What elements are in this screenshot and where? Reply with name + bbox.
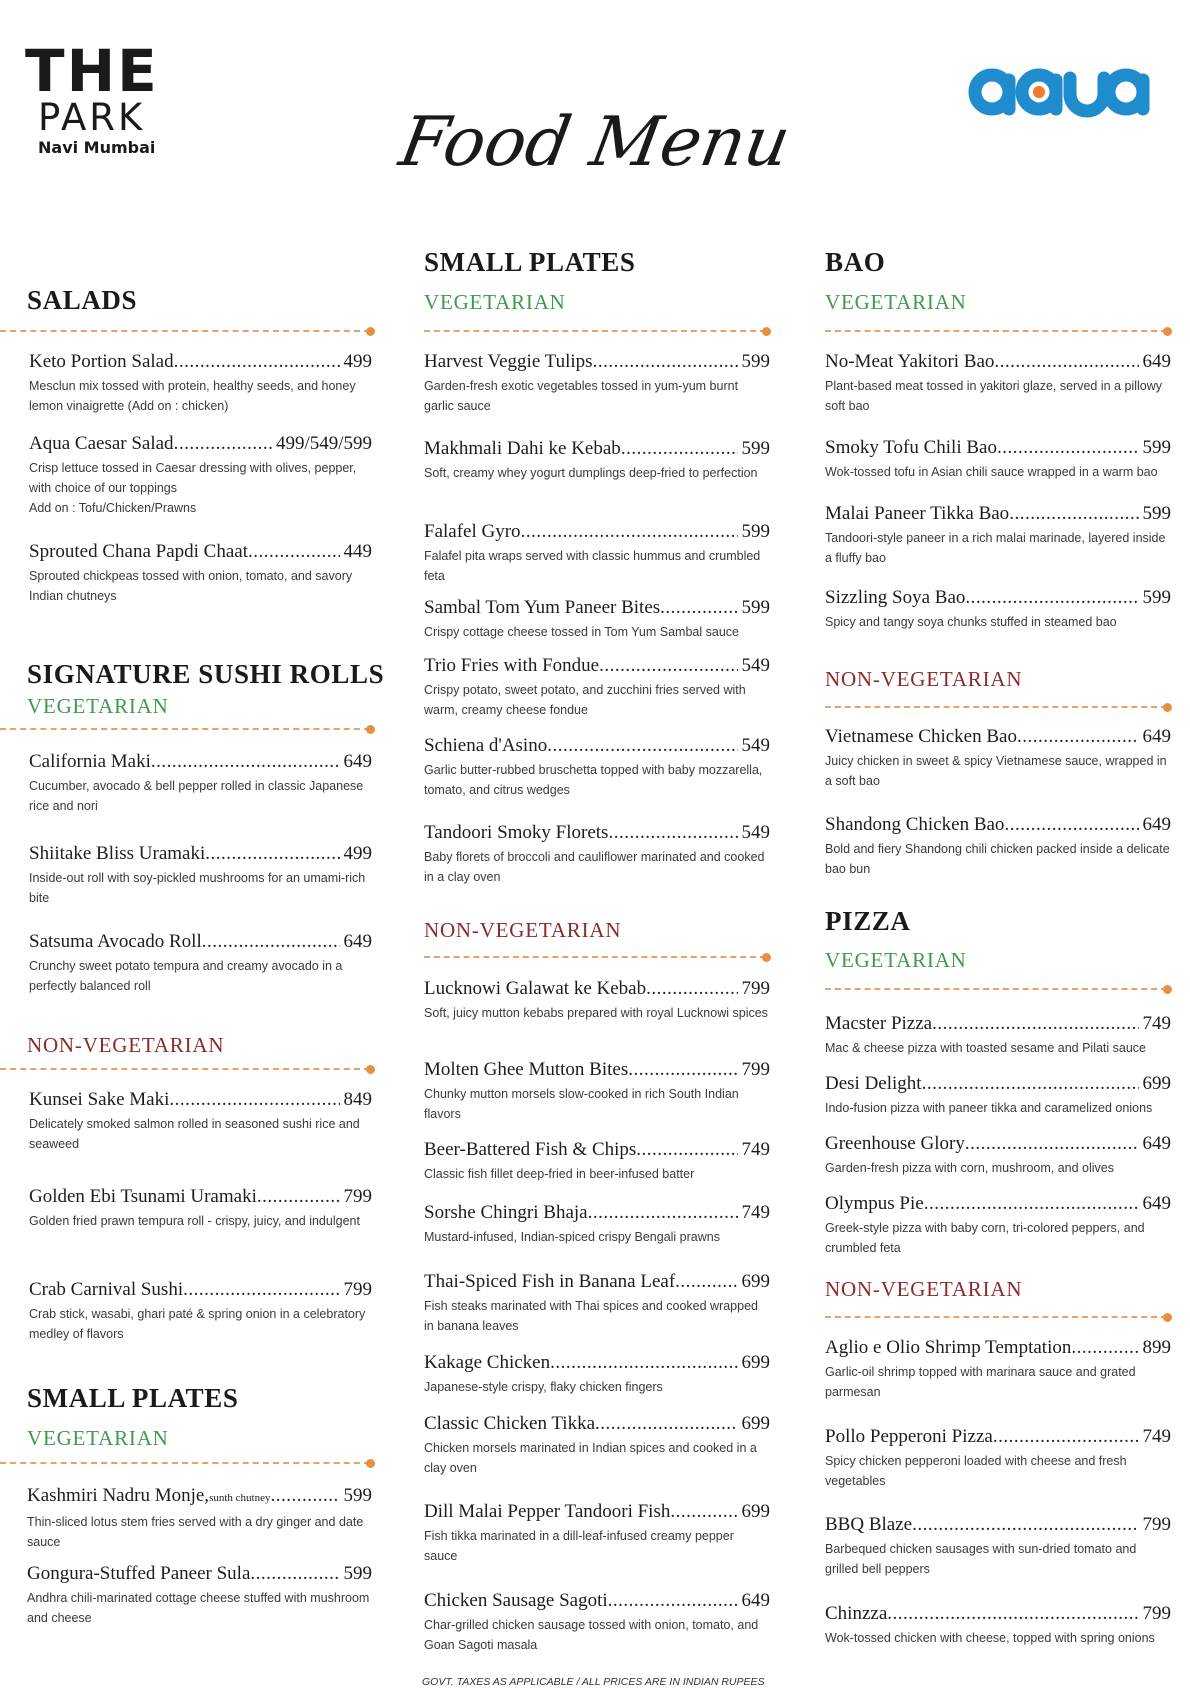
item-name: Sorshe Chingri Bhaja (424, 1202, 588, 1223)
item-price: 699 (741, 1501, 770, 1522)
item-name: Kunsei Sake Maki (29, 1089, 170, 1110)
item-name: Vietnamese Chicken Bao (825, 726, 1017, 747)
item-note: sunth chutney (209, 1492, 271, 1504)
dot-leader (595, 1412, 737, 1436)
subhead-non-vegetarian: NON-VEGETARIAN (424, 918, 622, 942)
subhead-vegetarian: VEGETARIAN (27, 1426, 169, 1450)
item-description: Char-grilled chicken sausage tossed with onion, tomato, and Goan Sagoti masala (424, 1618, 759, 1652)
item-price: 749 (1142, 1013, 1171, 1034)
menu-item (424, 1351, 770, 1397)
item-price: 499/549/599 (275, 433, 372, 454)
item-name: Olympus Pie (825, 1193, 924, 1214)
dot-leader (1017, 725, 1139, 749)
dot-leader (202, 930, 340, 954)
item-price: 649 (1142, 351, 1171, 372)
item-description: Mac & cheese pizza with toasted sesame and Pilati sauce (825, 1041, 1147, 1055)
dot-leader (521, 520, 738, 544)
item-price: 649 (343, 931, 372, 952)
dot-leader (174, 432, 272, 456)
item-price: 499 (343, 843, 372, 864)
menu-item (825, 1336, 1171, 1402)
item-name: Desi Delight (825, 1073, 922, 1094)
item-description: Cucumber, avocado & bell pepper rolled in classic Japanese rice and nori (29, 779, 364, 813)
dot-leader (183, 1278, 339, 1302)
dot-leader (1009, 502, 1138, 526)
item-description: Fish steaks marinated with Thai spices and cooked wrapped in banana leaves (424, 1299, 758, 1333)
dot-leader (993, 1425, 1139, 1449)
item-description: Japanese-style crispy, flaky chicken fingers (424, 1380, 663, 1394)
item-price: 549 (741, 735, 770, 756)
page-title: Food Menu (394, 103, 796, 182)
item-description: Mustard-infused, Indian-spiced crispy Bengali prawns (424, 1230, 720, 1244)
dot-leader (151, 750, 340, 774)
dot-leader (547, 734, 737, 758)
aqua-logo (968, 56, 1153, 128)
item-name: Pollo Pepperoni Pizza (825, 1426, 993, 1447)
menu-item (825, 1513, 1171, 1579)
item-description: Crab stick, wasabi, ghari paté & spring onion in a celebratory medley of flavors (29, 1307, 366, 1341)
dot-leader (675, 1270, 737, 1294)
subhead-vegetarian: VEGETARIAN (424, 290, 566, 314)
section-title-sushi: SIGNATURE SUSHI ROLLS (27, 659, 385, 689)
dot-leader (621, 437, 738, 461)
divider (825, 1316, 1167, 1318)
menu-item (424, 1138, 770, 1184)
menu-item (29, 930, 372, 996)
item-price: 649 (1142, 1193, 1171, 1214)
menu-item (424, 596, 770, 642)
item-description: Crispy cottage cheese tossed in Tom Yum Sambal sauce (424, 625, 739, 639)
item-price: 799 (343, 1186, 372, 1207)
menu-item (424, 1270, 770, 1336)
dot-leader (205, 842, 339, 866)
divider (424, 956, 766, 958)
dot-leader (924, 1192, 1139, 1216)
item-description: Delicately smoked salmon rolled in seasoned sushi rice and seaweed (29, 1117, 360, 1151)
item-description: Spicy chicken pepperoni loaded with cheese and fresh vegetables (825, 1454, 1127, 1488)
divider (0, 1068, 370, 1070)
item-name: Schiena d'Asino (424, 735, 548, 756)
dot-leader (593, 350, 738, 374)
menu-item (825, 725, 1171, 791)
item-price: 649 (741, 1590, 770, 1611)
section-title-small-plates: SMALL PLATES (27, 1383, 239, 1413)
menu-item (825, 1132, 1171, 1178)
item-price: 599 (741, 521, 770, 542)
item-description: Tandoori-style paneer in a rich malai marinade, layered inside a fluffy bao (825, 531, 1166, 565)
logo-the: THE (25, 37, 159, 105)
menu-item (825, 350, 1171, 416)
item-price: 749 (1142, 1426, 1171, 1447)
item-description: Garlic-oil shrimp topped with marinara sauce and grated parmesan (825, 1365, 1136, 1399)
item-name: California Maki (29, 751, 151, 772)
dot-leader (660, 596, 737, 620)
dot-leader (646, 977, 737, 1001)
item-price: 599 (343, 1563, 372, 1584)
item-name: Beer-Battered Fish & Chips (424, 1139, 637, 1160)
item-description: Barbequed chicken sausages with sun-dried tomato and grilled bell peppers (825, 1542, 1137, 1576)
item-price: 699 (741, 1271, 770, 1292)
item-name: Kakage Chicken (424, 1352, 551, 1373)
item-description: Crunchy sweet potato tempura and creamy avocado in a perfectly balanced roll (29, 959, 343, 993)
section-title-salads: SALADS (27, 285, 138, 315)
dot-leader (636, 1138, 737, 1162)
item-description: Wok-tossed tofu in Asian chili sauce wrapped in a warm bao (825, 465, 1158, 479)
subhead-non-vegetarian: NON-VEGETARIAN (825, 667, 1023, 691)
item-price: 649 (1142, 726, 1171, 747)
item-description: Soft, creamy whey yogurt dumplings deep-fried to perfection (424, 466, 758, 480)
item-name: No-Meat Yakitori Bao (825, 351, 995, 372)
item-description: Fish tikka marinated in a dill-leaf-infused creamy pepper sauce (424, 1529, 734, 1563)
dot-leader (550, 1351, 737, 1375)
menu-item (29, 1278, 372, 1344)
logo-park: PARK (38, 96, 146, 139)
item-addon: Add on : Tofu/Chicken/Prawns (29, 501, 197, 515)
item-name: Crab Carnival Sushi (29, 1279, 184, 1300)
item-description: Crisp lettuce tossed in Caesar dressing with olives, pepper, with choice of our toppings (29, 461, 357, 495)
item-description: Soft, juicy mutton kebabs prepared with royal Lucknowi spices (424, 1006, 768, 1020)
menu-item (424, 350, 770, 416)
menu-item (825, 436, 1171, 482)
item-description: Bold and fiery Shandong chili chicken packed inside a delicate bao bun (825, 842, 1170, 876)
item-price: 799 (741, 978, 770, 999)
item-description: Wok-tossed chicken with cheese, topped with spring onions (825, 1631, 1155, 1645)
item-description: Indo-fusion pizza with paneer tikka and caramelized onions (825, 1101, 1153, 1115)
item-price: 799 (1142, 1603, 1171, 1624)
dot-leader (628, 1058, 737, 1082)
item-price: 749 (741, 1202, 770, 1223)
dot-leader (608, 1589, 738, 1613)
item-name: Makhmali Dahi ke Kebab (424, 438, 621, 459)
menu-item (424, 520, 770, 586)
item-name: Sizzling Soya Bao (825, 587, 966, 608)
item-name: Gongura-Stuffed Paneer Sula (27, 1563, 251, 1584)
subhead-non-vegetarian: NON-VEGETARIAN (825, 1277, 1023, 1301)
item-price: 699 (1142, 1073, 1171, 1094)
dot-leader (1004, 813, 1138, 837)
item-description: Thin-sliced lotus stem fries served with a dry ginger and date sauce (27, 1515, 364, 1549)
menu-item (29, 842, 372, 908)
item-name: Dill Malai Pepper Tandoori Fish (424, 1501, 671, 1522)
item-description: Sprouted chickpeas tossed with onion, tomato, and savory Indian chutneys (29, 569, 353, 603)
item-name: Malai Paneer Tikka Bao (825, 503, 1010, 524)
item-description: Juicy chicken in sweet & spicy Vietnamese sauce, wrapped in a soft bao (825, 754, 1167, 788)
dot-leader (599, 654, 737, 678)
menu-item (424, 1412, 770, 1478)
section-title-bao: BAO (825, 247, 886, 277)
item-name: Falafel Gyro (424, 521, 521, 542)
dot-leader (994, 350, 1138, 374)
item-price: 599 (741, 597, 770, 618)
menu-item (825, 1012, 1171, 1058)
dot-leader (912, 1513, 1138, 1537)
section-title-pizza: PIZZA (825, 906, 911, 936)
menu-item (825, 1192, 1171, 1258)
item-name: BBQ Blaze (825, 1514, 913, 1535)
menu-item (825, 1425, 1171, 1491)
menu-item (27, 1484, 372, 1552)
item-price: 599 (741, 438, 770, 459)
item-name: Golden Ebi Tsunami Uramaki (29, 1186, 257, 1207)
item-name: Chicken Sausage Sagoti (424, 1590, 608, 1611)
item-description: Chicken morsels marinated in Indian spices and cooked in a clay oven (424, 1441, 757, 1475)
item-description: Baby florets of broccoli and cauliflower marinated and cooked in a clay oven (424, 850, 765, 884)
item-name: Smoky Tofu Chili Bao (825, 437, 997, 458)
item-name: Aglio e Olio Shrimp Temptation (825, 1337, 1072, 1358)
menu-item (424, 437, 770, 483)
item-name: Greenhouse Glory (825, 1133, 965, 1154)
dot-leader (270, 1484, 339, 1508)
item-price: 699 (741, 1413, 770, 1434)
logo-location: Navi Mumbai (38, 138, 156, 157)
item-description: Plant-based meat tossed in yakitori glaze, served in a pillowy soft bao (825, 379, 1162, 413)
menu-item (825, 1072, 1171, 1118)
dot-leader (174, 350, 340, 374)
item-description: Inside-out roll with soy-pickled mushrooms for an umami-rich bite (29, 871, 366, 905)
dot-leader (887, 1602, 1138, 1626)
item-price: 599 (1142, 503, 1171, 524)
item-description: Crispy potato, sweet potato, and zucchini fries served with warm, creamy cheese fondue (424, 683, 746, 717)
menu-item (825, 502, 1171, 568)
item-name: Tandoori Smoky Florets (424, 822, 609, 843)
subhead-vegetarian: VEGETARIAN (27, 694, 169, 718)
item-name: Molten Ghee Mutton Bites (424, 1059, 629, 1080)
item-name: Aqua Caesar Salad (29, 433, 174, 454)
menu-item (29, 1088, 372, 1154)
item-description: Chunky mutton morsels slow-cooked in rich South Indian flavors (424, 1087, 739, 1121)
item-price: 749 (741, 1139, 770, 1160)
menu-item (424, 821, 770, 887)
dot-leader (922, 1072, 1139, 1096)
item-description: Falafel pita wraps served with classic hummus and crumbled feta (424, 549, 761, 583)
item-name: Keto Portion Salad (29, 351, 174, 372)
divider (0, 728, 370, 730)
item-description: Mesclun mix tossed with protein, healthy seeds, and honey lemon vinaigrette (Add on : chicken) (29, 379, 356, 413)
subhead-vegetarian: VEGETARIAN (825, 290, 967, 314)
item-description: Spicy and tangy soya chunks stuffed in steamed bao (825, 615, 1117, 629)
menu-item (825, 813, 1171, 879)
menu-item (424, 977, 770, 1023)
subhead-non-vegetarian: NON-VEGETARIAN (27, 1033, 225, 1057)
item-price: 649 (1142, 1133, 1171, 1154)
item-name: Trio Fries with Fondue (424, 655, 600, 676)
item-price: 799 (343, 1279, 372, 1300)
item-price: 799 (741, 1059, 770, 1080)
item-name: Harvest Veggie Tulips (424, 351, 593, 372)
menu-item (424, 1500, 770, 1566)
item-price: 549 (741, 655, 770, 676)
item-name: Thai-Spiced Fish in Banana Leaf (424, 1271, 676, 1292)
menu-item (29, 432, 372, 518)
dot-leader (588, 1201, 738, 1225)
item-description: Greek-style pizza with baby corn, tri-colored peppers, and crumbled feta (825, 1221, 1145, 1255)
menu-item (825, 1602, 1171, 1648)
menu-item (424, 1058, 770, 1124)
item-description: Golden fried prawn tempura roll - crispy, juicy, and indulgent (29, 1214, 360, 1228)
divider (825, 330, 1167, 332)
dot-leader (250, 1562, 339, 1586)
divider (0, 1462, 370, 1464)
divider (0, 330, 370, 332)
item-name: Macster Pizza (825, 1013, 933, 1034)
dot-leader (257, 1185, 340, 1209)
item-price: 849 (343, 1089, 372, 1110)
item-description: Andhra chili-marinated cottage cheese stuffed with mushroom and cheese (27, 1591, 370, 1625)
menu-item (29, 350, 372, 416)
dot-leader (965, 1132, 1139, 1156)
dot-leader (1071, 1336, 1138, 1360)
item-description: Garden-fresh exotic vegetables tossed in yum-yum burnt garlic sauce (424, 379, 739, 413)
item-price: 799 (1142, 1514, 1171, 1535)
divider (424, 330, 766, 332)
item-price: 599 (1142, 437, 1171, 458)
item-description: Garden-fresh pizza with corn, mushroom, and olives (825, 1161, 1115, 1175)
item-description: Classic fish fillet deep-fried in beer-infused batter (424, 1167, 695, 1181)
menu-item (29, 1185, 372, 1231)
dot-leader (997, 436, 1139, 460)
menu-item (29, 750, 372, 816)
item-price: 499 (343, 351, 372, 372)
menu-item (424, 1589, 770, 1655)
item-name: Shandong Chicken Bao (825, 814, 1005, 835)
dot-leader (932, 1012, 1138, 1036)
divider (825, 988, 1167, 990)
menu-item (424, 734, 770, 800)
dot-leader (169, 1088, 339, 1112)
item-name: Classic Chicken Tikka (424, 1413, 596, 1434)
item-name: Satsuma Avocado Roll (29, 931, 202, 952)
divider (825, 706, 1167, 708)
item-name: Chinzza (825, 1603, 888, 1624)
item-name: Kashmiri Nadru Monje, (27, 1485, 210, 1506)
menu-item (424, 654, 770, 720)
item-price: 649 (343, 751, 372, 772)
menu-item (29, 540, 372, 606)
menu-item (424, 1201, 770, 1247)
item-price: 599 (741, 351, 770, 372)
item-price: 599 (343, 1485, 372, 1506)
item-name: Shiitake Bliss Uramaki (29, 843, 206, 864)
item-price: 549 (741, 822, 770, 843)
item-description: Garlic butter-rubbed bruschetta topped with baby mozzarella, tomato, and citrus wedges (424, 763, 763, 797)
dot-leader (965, 586, 1138, 610)
dot-leader (670, 1500, 737, 1524)
subhead-vegetarian: VEGETARIAN (825, 948, 967, 972)
menu-item (825, 586, 1171, 632)
item-price: 649 (1142, 814, 1171, 835)
menu-item (27, 1562, 372, 1628)
item-name: Sprouted Chana Papdi Chaat (29, 541, 248, 562)
item-price: 699 (741, 1352, 770, 1373)
item-name: Sambal Tom Yum Paneer Bites (424, 597, 661, 618)
item-name: Lucknowi Galawat ke Kebab (424, 978, 647, 999)
item-price: 899 (1142, 1337, 1171, 1358)
section-title-small-plates: SMALL PLATES (424, 247, 636, 277)
dot-leader (608, 821, 737, 845)
footer-note: GOVT. TAXES AS APPLICABLE / ALL PRICES ARE IN INDIAN RUPEES (422, 1676, 765, 1688)
item-price: 449 (343, 541, 372, 562)
dot-leader (248, 540, 340, 564)
item-price: 599 (1142, 587, 1171, 608)
